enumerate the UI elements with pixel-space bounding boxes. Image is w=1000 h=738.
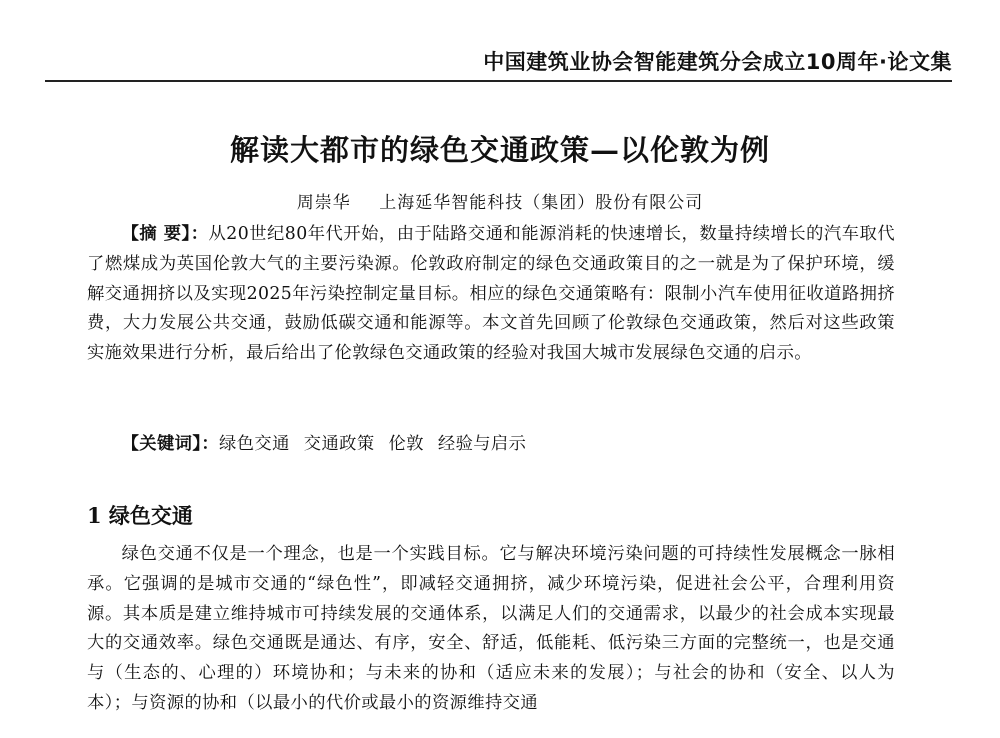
author-line xyxy=(0,188,1000,213)
abstract-paragraph xyxy=(87,220,895,369)
abstract-label: 【摘 要】 xyxy=(121,224,191,244)
abstract-label-colon: ： xyxy=(190,224,209,244)
keyword-item: 经验与启示 xyxy=(437,434,527,454)
abstract-block xyxy=(87,220,895,369)
keywords-label: 【关键词】 xyxy=(121,434,202,454)
header-divider xyxy=(45,80,952,82)
author-affiliation: 上海延华智能科技（集团）股份有限公司 xyxy=(379,193,704,213)
keywords-paragraph xyxy=(87,430,895,460)
section-paragraph: 绿色交通不仅是一个理念，也是一个实践目标。它与解决环境污染问题的可持续性发展概念一脉相承。它强调的是城市交通的“绿色性”，即减轻交通拥挤，减少环境污染，促进社会公平，合理利用资源。其本质是建立维持城市可持续发展的交通体系，以满足人们的交通需求，以最少的社会成本实现最大的交通效率。绿色交通既是通达、有序，安全、舒适，低能耗、低污染三方面的完整统一，也是交通与（生态的、心理的）环境协和；与未来的协和（适应未来的发展）；与社会的协和（安全、以人为本）；与资源的协和（以最小的代价或最小的资源维持交通 xyxy=(87,544,895,713)
paper-title: 解读大都市的绿色交通政策—以伦敦为例 xyxy=(229,133,770,167)
keyword-item: 伦敦 xyxy=(388,434,424,454)
section-heading: 1 绿色交通 xyxy=(87,503,193,528)
section-body xyxy=(87,540,895,719)
author-name: 周崇华 xyxy=(296,193,351,213)
keywords-block xyxy=(87,430,895,460)
keywords-label-colon: ： xyxy=(201,434,220,454)
running-header-title: 中国建筑业协会智能建筑分会成立10周年·论文集 xyxy=(483,50,952,74)
abstract-text: 从20世纪80年代开始，由于陆路交通和能源消耗的快速增长，数量持续增长的汽车取代了燃煤成为英国伦敦大气的主要污染源。伦敦政府制定的绿色交通政策目的之一就是为了保护环境，缓解交通拥挤以及实现2025年污染控制定量目标。相应的绿色交通策略有：限制小汽车使用征收道路拥挤费，大力发展公共交通，鼓励低碳交通和能源等。本文首先回顾了伦敦绿色交通政策，然后对这些政策实施效果进行分析，最后给出了伦敦绿色交通政策的经验对我国大城市发展绿色交通的启示。 xyxy=(87,224,896,364)
keyword-item: 绿色交通 xyxy=(219,434,290,454)
keyword-item: 交通政策 xyxy=(303,434,375,454)
